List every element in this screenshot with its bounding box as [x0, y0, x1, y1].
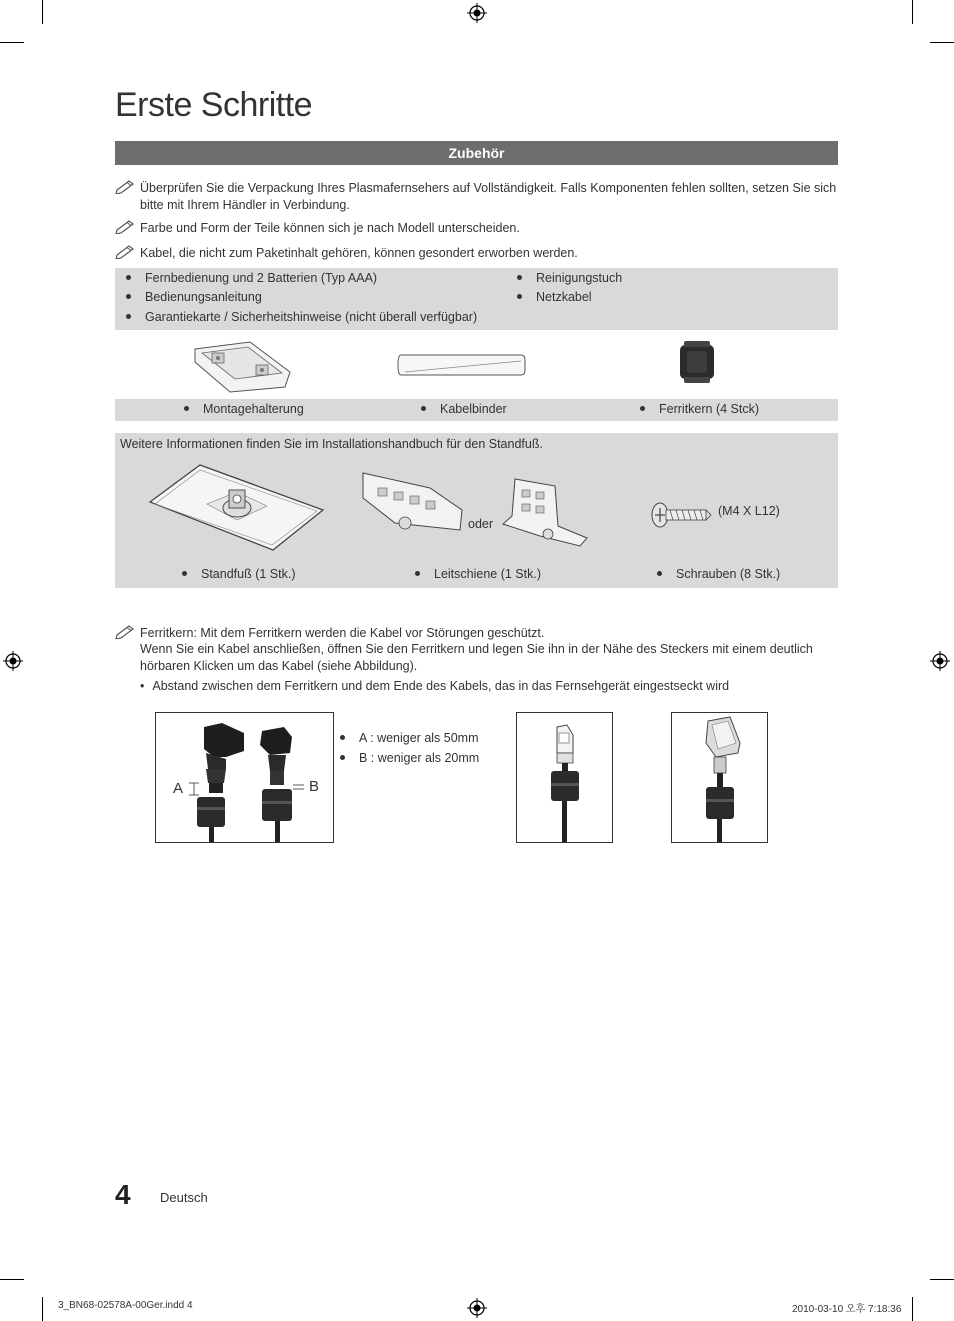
crop-mark: [0, 42, 24, 43]
crop-mark: [930, 42, 954, 43]
ferrite-core-image: [677, 341, 717, 383]
crop-mark: [912, 0, 913, 24]
screw-spec: (M4 X L12): [718, 504, 780, 518]
label-a: A: [173, 780, 184, 797]
list-item: Montagehalterung: [184, 402, 304, 416]
note-text: Kabel, die nicht zum Paketinhalt gehören, können gesondert erworben werden.: [140, 246, 578, 260]
crop-mark: [0, 1279, 24, 1280]
registration-mark-icon: [467, 1298, 487, 1318]
registration-mark-icon: [930, 651, 950, 671]
bullet-dot-icon: [340, 755, 345, 760]
or-label: oder: [468, 517, 494, 531]
bullet-dot-icon: [182, 571, 187, 576]
label-b: B: [309, 778, 320, 795]
list-item: Standfuß (1 Stk.): [182, 567, 295, 581]
wall-mount-bracket-image: [190, 337, 295, 393]
registration-mark-icon: [3, 651, 23, 671]
pencil-note-icon: [115, 243, 137, 259]
list-item: A : weniger als 50mm: [340, 731, 479, 745]
page-number: 4: [115, 1179, 131, 1210]
ferrite-figure-power: [155, 712, 334, 843]
bullet-dot-icon: [415, 571, 420, 576]
bullet-dot-icon: [126, 294, 131, 299]
list-item: Bedienungsanleitung: [126, 290, 262, 304]
scart-cable-diagram: [672, 713, 767, 842]
guide-rail-alt-image: [500, 476, 590, 550]
bullet-dot-icon: [517, 294, 522, 299]
screw-image: [650, 500, 712, 530]
list-item: Reinigungstuch: [517, 271, 622, 285]
list-item: Kabelbinder: [421, 402, 507, 416]
list-item: Leitschiene (1 Stk.): [415, 567, 541, 581]
pencil-note-icon: [115, 623, 137, 639]
bullet-dot-icon: [126, 275, 131, 280]
bullet-dot-icon: [340, 735, 345, 740]
slug-timestamp: 2010-03-10 오후 7:18:36: [792, 1304, 902, 1315]
list-item: Fernbedienung und 2 Batterien (Typ AAA): [126, 271, 377, 285]
crop-mark: [912, 1297, 913, 1321]
list-item: B : weniger als 20mm: [340, 751, 479, 765]
note-text: Überprüfen Sie die Verpackung Ihres Plasmafernsehers auf Vollständigkeit. Falls Komponenten fehlen sollten, setzen Sie sich bitte mit Ihrem Händler in Verbindung.: [140, 181, 837, 212]
cable-tie-image: [397, 352, 527, 378]
list-item: Ferritkern (4 Stck): [640, 402, 759, 416]
section-header: Zubehör: [115, 141, 838, 165]
crop-mark: [930, 1279, 954, 1280]
stand-info-text: Weitere Informationen finden Sie im Installationshandbuch für den Standfuß.: [120, 437, 543, 451]
power-cable-diagram: [156, 713, 333, 842]
ferrite-sub-bullet: • Abstand zwischen dem Ferritkern und dem Ende des Kabels, das in das Fernsehgerät eingestseckt wird: [140, 679, 730, 693]
pencil-note-icon: [115, 218, 137, 234]
bullet-dot-icon: [517, 275, 522, 280]
list-item: Garantiekarte / Sicherheitshinweise (nicht überall verfügbar): [126, 310, 477, 324]
ferrite-figure-lan: [516, 712, 613, 843]
lan-cable-diagram: [517, 713, 612, 842]
crop-mark: [42, 1297, 43, 1321]
bullet-dot-icon: [126, 314, 131, 319]
stand-base-image: [145, 462, 327, 554]
bullet-dot-icon: [657, 571, 662, 576]
list-item: Netzkabel: [517, 290, 592, 304]
bullet-dot-icon: [640, 406, 645, 411]
page-title: Erste Schritte: [115, 86, 313, 124]
ferrite-figure-scart: [671, 712, 768, 843]
list-item: Schrauben (8 Stk.): [657, 567, 780, 581]
ferrite-note-line2: Wenn Sie ein Kabel anschließen, öffnen Sie den Ferritkern und legen Sie ihn in der Nähe des Steckers mit einem deutlich hörbaren Klicken um das Kabel (siehe Abbildung).: [140, 642, 813, 673]
guide-rail-image: [360, 468, 465, 540]
ferrite-note-line1: Ferritkern: Mit dem Ferritkern werden die Kabel vor Störungen geschützt.: [140, 626, 545, 640]
crop-mark: [42, 0, 43, 24]
bullet-dot-icon: [421, 406, 426, 411]
note-text: Farbe und Form der Teile können sich je nach Modell unterscheiden.: [140, 221, 520, 235]
registration-mark-icon: [467, 3, 487, 23]
bullet-dot-icon: [184, 406, 189, 411]
slug-filename: 3_BN68-02578A-00Ger.indd 4: [58, 1300, 193, 1311]
pencil-note-icon: [115, 178, 137, 194]
page-language: Deutsch: [160, 1190, 208, 1205]
